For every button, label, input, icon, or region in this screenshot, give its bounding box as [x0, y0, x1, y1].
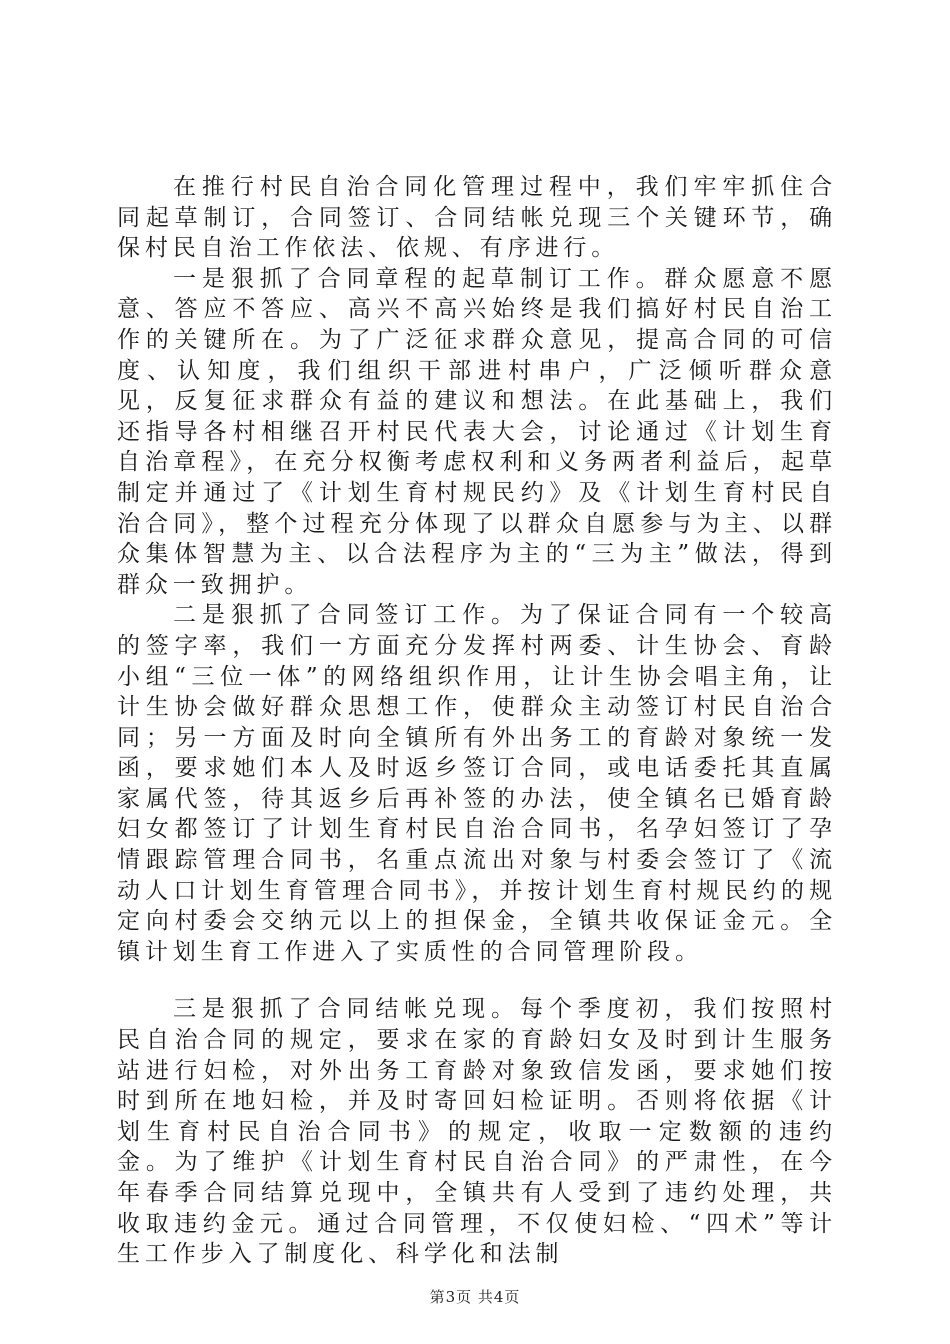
- paragraph-settlement: 三是狠抓了合同结帐兑现。每个季度初，我们按照村民自治合同的规定，要求在家的育龄妇女及时到计生服务站进行妇检，对外出务工育龄对象致信发函，要求她们按时到所在地妇检，并及时寄回妇检证明。否则将依据《计划生育村民自治合同书》的规定，收取一定数额的违约金。为了维护《计划生育村民自治合同》的严肃性，在今年春季合同结算兑现中，全镇共有人受到了违约处理，共收取违约金元。通过合同管理，不仅使妇检、“四术”等计生工作步入了制度化、科学化和法制: [117, 996, 837, 1268]
- page-number-footer: 第3页 共4页: [429, 1288, 521, 1306]
- body-text: [117, 172, 837, 1270]
- paragraph-intro: 在推行村民自治合同化管理过程中，我们牢牢抓住合同起草制订，合同签订、合同结帐兑现三个关键环节，确保村民自治工作依法、依规、有序进行。: [117, 174, 837, 262]
- paragraph-signing: 二是狠抓了合同签订工作。为了保证合同有一个较高的签字率，我们一方面充分发挥村两委、计生协会、育龄小组“三位一体”的网络组织作用，让计生协会唱主角，让计生协会做好群众思想工作，使群众主动签订村民自治合同；另一方面及时向全镇所有外出务工的育龄对象统一发函，要求她们本人及时返乡签订合同，或电话委托其直属家属代签，待其返乡后再补签的办法，使全镇名已婚育龄妇女都签订了计划生育村民自治合同书，名孕妇签订了孕情跟踪管理合同书，名重点流出对象与村委会签订了《流动人口计划生育管理合同书》，并按计划生育村规民约的规定向村委会交纳元以上的担保金，全镇共收保证金元。全镇计划生育工作进入了实质性的合同管理阶段。: [117, 602, 837, 965]
- paragraph-drafting: 一是狠抓了合同章程的起草制订工作。群众愿意不愿意、答应不答应、高兴不高兴始终是我们搞好村民自治工作的关键所在。为了广泛征求群众意见，提高合同的可信度、认知度，我们组织干部进村串户，广泛倾听群众意见，反复征求群众有益的建议和想法。在此基础上，我们还指导各村相继召开村民代表大会，讨论通过《计划生育自治章程》，在充分权衡考虑权利和义务两者利益后，起草制定并通过了《计划生育村规民约》及《计划生育村民自治合同》，整个过程充分体现了以群众自愿参与为主、以群众集体智慧为主、以合法程序为主的“三为主”做法，得到群众一致拥护。: [117, 265, 837, 598]
